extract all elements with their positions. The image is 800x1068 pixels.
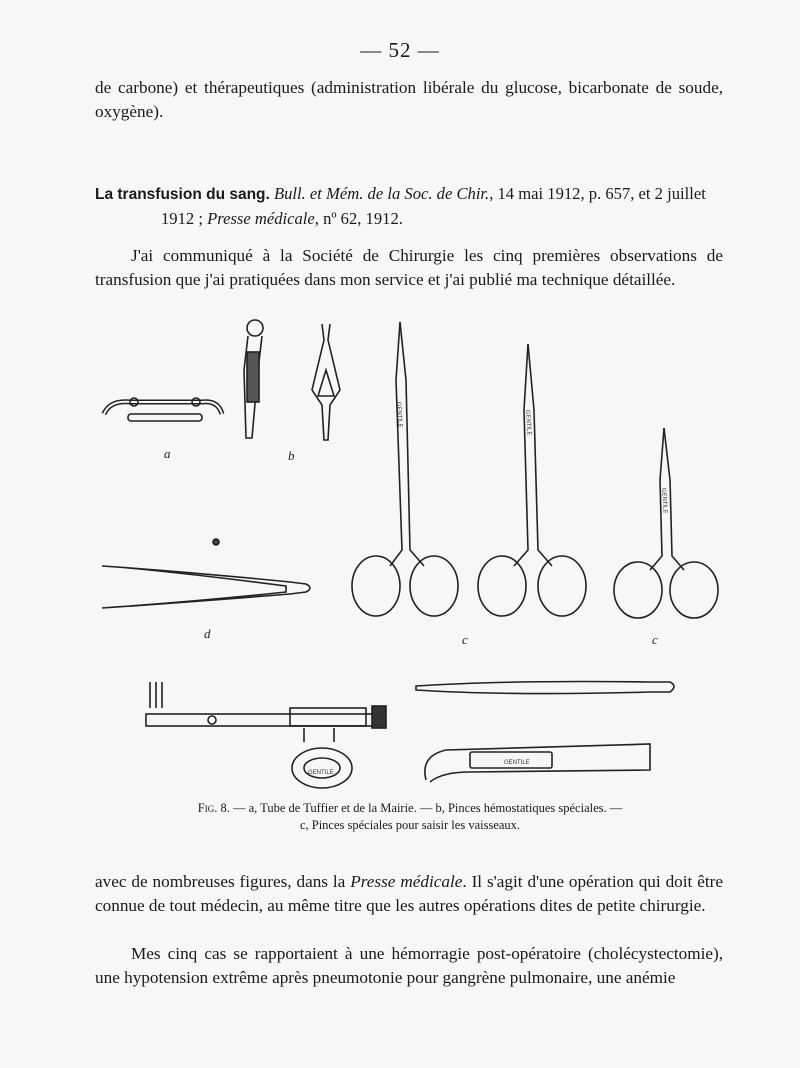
reference-journal: Bull. et Mém. de la Soc. de Chir. (273, 184, 490, 203)
paragraph-avec-end: . Il s'agit d'une opération qui doit être connue de tout médecin, au même titre que les autres opérations dites de petite chirurgie. (95, 872, 723, 915)
paragraph-avec-start: avec de nombreuses figures, dans la (95, 872, 351, 891)
figure-label-a: a (164, 446, 171, 461)
paragraph-top: de carbone) et thérapeutiques (administration libérale du glucose, bicarbonate de soude, oxygène). (95, 78, 723, 121)
engraving-text: GENTILE (308, 770, 334, 776)
engraving-text: GENTILE (504, 760, 530, 766)
tuffier-tube-illustration (104, 398, 222, 421)
paragraph-communique: J'ai communiqué à la Société de Chirurgie les cinq premières observations de transfusion que j'ai pratiquées dans mon service et j'ai publié ma technique détaillée. (95, 246, 723, 289)
hemostatic-forceps-illustration (244, 320, 340, 440)
dissecting-forceps-illustration-1 (416, 682, 674, 694)
figure-caption (140, 800, 680, 834)
figure-label-d: d (204, 626, 211, 641)
vessel-forceps-illustration-3 (614, 428, 718, 618)
dressing-forceps-illustration (102, 539, 310, 608)
engraving-text: GENTILE (395, 401, 403, 428)
vessel-forceps-illustration-1 (352, 322, 458, 616)
reference-year: 1912 ; (161, 209, 203, 228)
figure-label-b: b (288, 448, 295, 463)
clamp-illustration (146, 682, 386, 788)
dissecting-forceps-illustration-2 (425, 744, 650, 782)
figure-instruments (90, 310, 730, 800)
engraving-text: GENTILE (660, 487, 668, 514)
page-number: — 52 — (360, 38, 440, 62)
reference-issue: , nº 62, 1912. (314, 209, 403, 228)
vessel-forceps-illustration-2 (478, 344, 586, 616)
figure-number: Fig. 8. (197, 801, 230, 815)
reference-title: La transfusion du sang. (95, 186, 270, 203)
caption-line-2: c, Pinces spéciales pour saisir les vaisseaux. (299, 818, 521, 832)
bibliographic-reference (95, 182, 723, 231)
paragraph-mes: Mes cinq cas se rapportaient à une hémorragie post-opératoire (cholécystectomie), une hypotension extrême après pneumotonie pour gangrène pulmonaire, une anémie (95, 944, 723, 987)
paragraph-avec-journal: Presse médicale (350, 872, 463, 891)
figure-label-c: c (652, 632, 658, 647)
caption-line-1: — a, Tube de Tuffier et de la Mairie. — b, Pinces hémostatiques spéciales. — (229, 801, 623, 815)
paragraph-avec (95, 870, 723, 918)
engraving-text: GENTILE (524, 409, 532, 436)
reference-journal-2: Presse médicale (207, 209, 315, 228)
reference-details: , 14 mai 1912, p. 657, et 2 juillet (489, 184, 706, 203)
figure-label-c: c (462, 632, 468, 647)
